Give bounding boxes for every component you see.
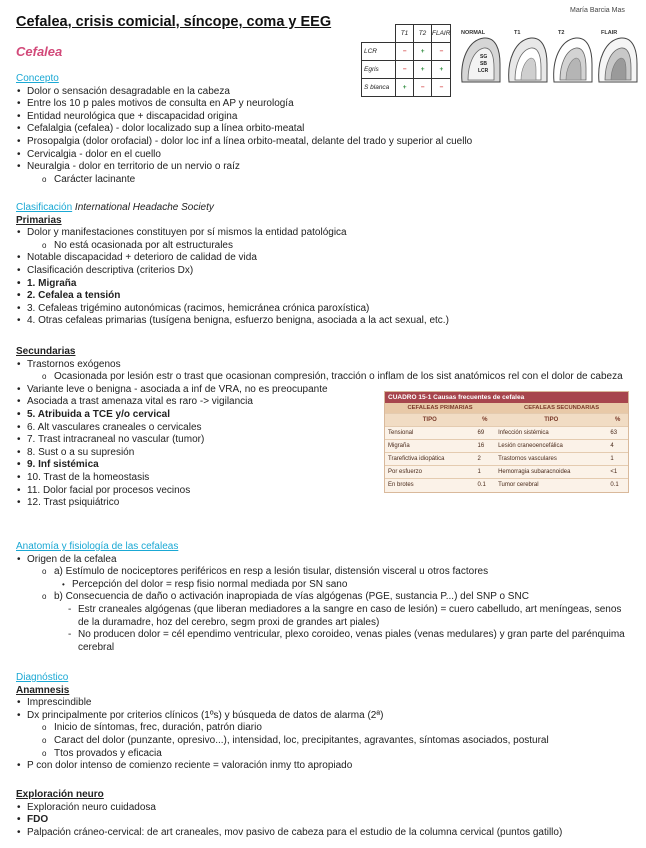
row-label: Egris xyxy=(362,61,396,79)
list-item: • 6. Alt vasculares craneales o cervicales xyxy=(16,422,636,435)
table-cell: Migraña xyxy=(385,440,475,453)
exploracion-section xyxy=(16,789,636,839)
diagnostico-section xyxy=(16,672,636,773)
list-item: • Dolor y manifestaciones constituyen por sí mismos la entidad patológica xyxy=(16,227,636,240)
list-item: • Exploración neuro cuidadosa xyxy=(16,802,636,815)
cell: − xyxy=(432,43,451,61)
table-cell: Infección sistémica xyxy=(495,427,607,440)
list-item: • Entre los 10 p pales motivos de consulta en AP y neurología xyxy=(16,98,636,111)
list-item: • 7. Trast intracraneal no vascular (tumor) xyxy=(16,434,636,447)
subsection-heading: Anamnesis xyxy=(16,684,70,696)
column-header: % xyxy=(607,414,628,427)
list-item: • 2. Cefalea a tensión xyxy=(16,290,636,303)
table-header: CEFALEAS SECUNDARIAS xyxy=(495,403,628,414)
classification-source: International Headache Society xyxy=(74,202,214,213)
cell: − xyxy=(414,79,432,97)
brain-inner-label: SB xyxy=(480,61,487,67)
table-cell: 2 xyxy=(475,453,496,466)
cell: + xyxy=(414,43,432,61)
list-item: • P con dolor intenso de comienzo reciente = valoración inmy tto apropiado xyxy=(16,760,636,773)
list-item: • 1. Migraña xyxy=(16,278,636,291)
table-cell: Hemorragia subaracnoidea xyxy=(495,466,607,479)
table-row xyxy=(385,440,628,453)
list-item: • 3. Cefaleas trigémino autonómicas (racimos, hemicránea crónica paroxística) xyxy=(16,303,636,316)
list-item: • 5. Atribuida a TCE y/o cervical xyxy=(16,409,636,422)
list-item: • 10. Trast de la homeostasis xyxy=(16,472,636,485)
brain-label: FLAIR xyxy=(601,30,618,36)
brain-label: NORMAL xyxy=(461,30,486,36)
list-item: • Cervicalgia - dolor en el cuello xyxy=(16,149,636,162)
table-cell: 0.1 xyxy=(607,479,628,492)
list-subitem: o Inicio de síntomas, frec, duración, patrón diario xyxy=(16,722,636,735)
cell: + xyxy=(432,61,451,79)
col-header: FLAIR xyxy=(432,25,451,43)
subsection-heading: Secundarias xyxy=(16,346,76,357)
clasificacion-section xyxy=(16,202,636,328)
list-item: • Entidad neurológica que + discapacidad origina xyxy=(16,111,636,124)
section-heading: Clasificación xyxy=(16,202,73,213)
row-label: LCR xyxy=(362,43,396,61)
page-title: Cefalea, crisis comicial, síncope, coma y EEG xyxy=(16,14,332,30)
section-heading: Anatomía y fisiología de las cefaleas xyxy=(16,541,179,552)
table-cell: Tumor cerebral xyxy=(495,479,607,492)
table-cell: <1 xyxy=(607,466,628,479)
table-cell: 16 xyxy=(475,440,496,453)
table-cell: Trastornos vasculares xyxy=(495,453,607,466)
list-subitem: o Ocasionada por lesión estr o trast que ocasionan compresión, tracción o inflam de los sist anatómicos rel con el dolor de cabeza xyxy=(16,371,628,384)
brain-inner-label: SG xyxy=(480,54,488,60)
list-item: • 9. Inf sistémica xyxy=(16,459,636,472)
subsection-heading: Primarias xyxy=(16,214,62,226)
table-row xyxy=(385,453,628,466)
list-item: • 11. Dolor facial por procesos vecinos xyxy=(16,485,636,498)
causes-table xyxy=(384,391,629,493)
table-cell: En brotes xyxy=(385,479,475,492)
list-subitem: o Caract del dolor (punzante, opresivo...), intensidad, loc, precipitantes, agravantes, síntomas asociados, postural xyxy=(16,735,636,748)
list-item: • FDO xyxy=(16,814,636,827)
list-subitem: o Carácter lacinante xyxy=(16,174,636,187)
table-cell: 63 xyxy=(607,427,628,440)
list-item: • Prosopalgia (dolor orofacial) - dolor loc inf a línea orbito-meatal, delante del trado y superior al cuello xyxy=(16,136,636,149)
list-item: • Variante leve o benigna - asociada a inf de VRA, no es preocupante xyxy=(16,384,636,397)
table-cell: Por esfuerzo xyxy=(385,466,475,479)
section-heading: Diagnóstico xyxy=(16,672,69,683)
list-subitem: o Ttos provados y eficacia xyxy=(16,748,636,761)
table-row xyxy=(385,427,628,440)
list-subsubitem: • Percepción del dolor = resp fisio normal mediada por SN sano xyxy=(16,579,636,592)
brain-inner-label: LCR xyxy=(478,68,489,74)
cell: − xyxy=(396,43,414,61)
list-item: • Asociada a trast amenaza vital es raro -> vigilancia xyxy=(16,396,636,409)
col-header: T1 xyxy=(396,25,414,43)
table-cell: 4 xyxy=(607,440,628,453)
table-cell: Trarefictiva idiopática xyxy=(385,453,475,466)
cell: + xyxy=(414,61,432,79)
list-item: • Trastornos exógenos xyxy=(16,359,636,372)
section-subtitle: Cefalea xyxy=(16,44,63,59)
cell: + xyxy=(396,79,414,97)
table-row xyxy=(385,466,628,479)
column-header: TIPO xyxy=(495,414,607,427)
list-subitem: o No está ocasionada por alt estructurales xyxy=(16,240,636,253)
subsection-heading: Exploración neuro xyxy=(16,789,104,800)
list-item: • Imprescindible xyxy=(16,697,636,710)
table-cell: Tensional xyxy=(385,427,475,440)
list-subitem: o b) Consecuencia de daño o activación inapropiada de vías algógenas (PGE, sustancia P...) del SNP o SNC xyxy=(16,591,636,604)
brain-label: T1 xyxy=(514,30,521,36)
table-cell: 69 xyxy=(475,427,496,440)
brain-label: T2 xyxy=(558,30,565,36)
list-subitem: o a) Estímulo de nociceptores periféricos en resp a lesión tisular, distensión visceral u otros factores xyxy=(16,566,636,579)
list-item: • Neuralgia - dolor en territorio de un nervio o raíz xyxy=(16,161,636,174)
table-cell: 0.1 xyxy=(475,479,496,492)
list-item: • 4. Otras cefaleas primarias (tusígena benigna, esfuerzo benigna, asociada a la act sexual, etc.) xyxy=(16,315,636,328)
table-cell: Lesión craneoencefálica xyxy=(495,440,607,453)
column-header: % xyxy=(475,414,496,427)
list-item: • Cefalalgia (cefalea) - dolor localizado sup a línea orbito-meatal xyxy=(16,123,636,136)
table-cell: 1 xyxy=(475,466,496,479)
list-item: • 8. Sust o a su supresión xyxy=(16,447,636,460)
list-item: • Dolor o sensación desagradable en la cabeza xyxy=(16,86,636,99)
table-row xyxy=(385,479,628,492)
list-item: • Dx principalmente por criterios clínicos (1ºs) y búsqueda de datos de alarma (2ª) xyxy=(16,710,636,723)
table-caption: CUADRO 15-1 Causas frecuentes de cefalea xyxy=(385,392,628,403)
list-subsubitem: - No producen dolor = cél ependimo ventricular, plexo coroideo, venas piales (venas medulares) y gran parte del parénquima cerebral xyxy=(16,629,628,654)
section-heading: Concepto xyxy=(16,73,59,84)
list-item: • Origen de la cefalea xyxy=(16,554,636,567)
list-item: • 12. Trast psiquiátrico xyxy=(16,497,636,510)
anatomia-section xyxy=(16,541,636,654)
list-item: • Clasificación descriptiva (criterios Dx) xyxy=(16,265,636,278)
list-item: • Notable discapacidad + deterioro de calidad de vida xyxy=(16,252,636,265)
row-label: S blanca xyxy=(362,79,396,97)
list-item: • Palpación cráneo-cervical: de art craneales, mov pasivo de cabeza para el estudio de la columna cervical (puntos gatillo) xyxy=(16,827,636,840)
column-header: TIPO xyxy=(385,414,475,427)
cell: − xyxy=(396,61,414,79)
author-name: María Barcia Mas xyxy=(570,7,625,14)
cell: − xyxy=(432,79,451,97)
table-header: CEFALEAS PRIMARIAS xyxy=(385,403,495,414)
col-header: T2 xyxy=(414,25,432,43)
table-cell: 1 xyxy=(607,453,628,466)
list-subsubitem: - Estr craneales algógenas (que liberan mediadores a la sangre en caso de lesión) = cuero cabelludo, art meníngeas, senos de la duramadre, hoz del cerebro, segm proxi de grandes art piales) xyxy=(16,604,628,629)
concepto-section xyxy=(16,73,636,186)
